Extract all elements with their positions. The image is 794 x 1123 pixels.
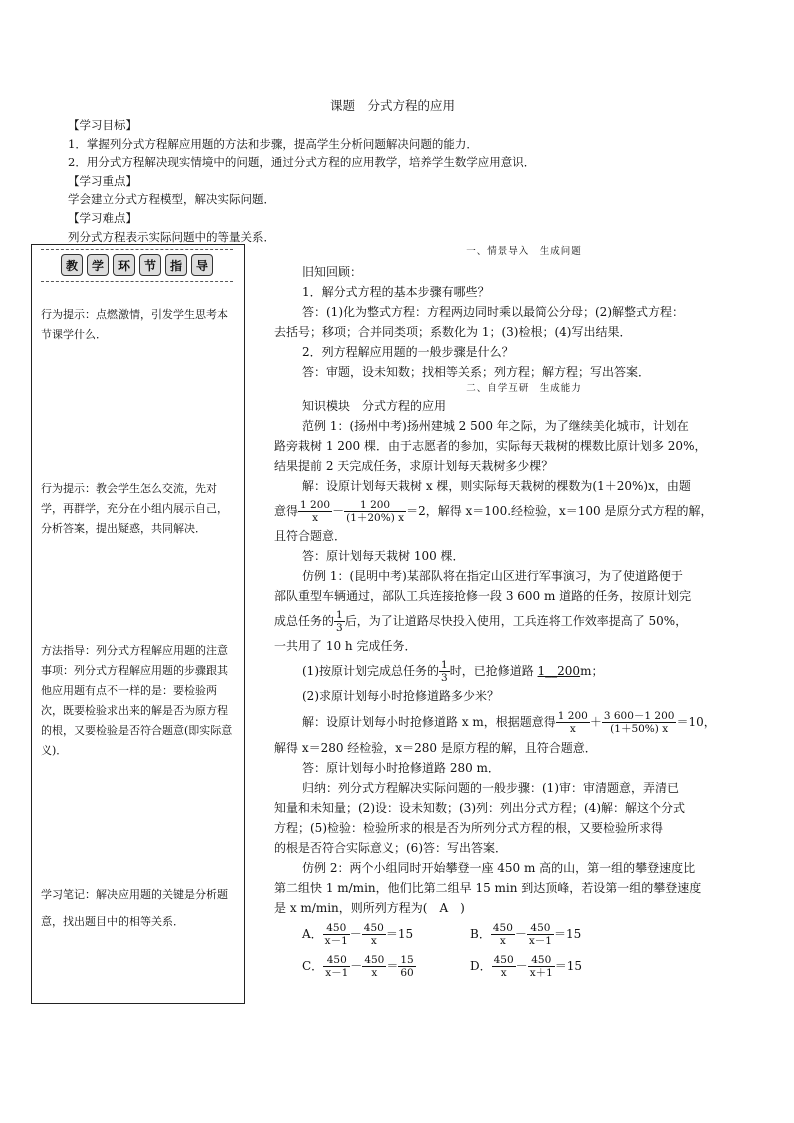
denominator: x＋1 — [529, 967, 553, 979]
difficulty-point: 列分式方程表示实际问题中的等量关系． — [68, 229, 275, 244]
answer-2: 答：审题，设未知数；找相等关系；列方程；解方程；写出答案． — [302, 365, 651, 379]
fraction — [398, 954, 415, 979]
example-3-line-3: 是 x m/min，则所列方程为( A ) — [274, 901, 465, 915]
summary-line-3: 方程；(5)检验：检验所求的根是否为所列分式方程的根，又要检验所求得 — [274, 821, 664, 835]
numerator: 1 — [441, 659, 448, 671]
section-heading-1: 一、情景导入 生成问题 — [466, 246, 582, 257]
fraction — [362, 954, 386, 979]
numerator: 1 200 — [300, 499, 331, 511]
numerator: 15 — [400, 954, 414, 966]
numerator: 450 — [364, 954, 385, 966]
answer-example-2: 答：原计划每小时抢修道路 280 m． — [302, 761, 500, 775]
fraction — [298, 499, 332, 524]
numerator: 450 — [527, 922, 554, 935]
text: 时，已抢修道路 — [449, 664, 534, 678]
sidebar-tip-1: 行为提示：点燃激情，引发学生思考本节课学什么． — [41, 308, 228, 341]
banner-bottom-rule — [41, 281, 233, 282]
fraction — [323, 954, 350, 979]
fraction-one-third — [439, 659, 450, 684]
option-d — [470, 954, 582, 979]
summary-line-4: 的根是否符合实际意义；(6)答：写出答案． — [274, 841, 507, 855]
example-3-line-2: 第二组快 1 m/min，他们比第二组早 15 min 到达顶峰，若设第一组的攀登速度 — [274, 881, 702, 895]
learning-goals — [68, 116, 748, 246]
key-heading: 【学习重点】 — [68, 173, 137, 188]
solution-2-equation: 解：设原计划每小时抢修道路 x m，根据题意得 $\frac{1 200}{x}$ ＋ $\frac{3 600-1 200}{(1+50\%) x}$ ＝10， — [302, 710, 716, 735]
numerator: 450 — [493, 954, 514, 966]
denominator: x — [370, 935, 377, 947]
minus-sign: － — [332, 504, 345, 518]
minus-sign: － — [350, 959, 363, 973]
denominator: x — [371, 967, 378, 979]
denominator: x — [312, 512, 318, 524]
solution-2-line-2: 解得 x＝280 经检验，x＝280 是原方程的解，且符合题意． — [274, 741, 597, 755]
fraction-one-third — [334, 609, 345, 634]
option-label: C． — [302, 959, 324, 973]
goal-2: 2．用分式方程解决现实情境中的问题，通过分式方程的应用教学，培养学生数学应用意识． — [68, 155, 536, 170]
option-a — [302, 922, 413, 947]
minus-sign: － — [514, 927, 527, 941]
numerator: 1 200 — [344, 499, 406, 512]
option-label: A． — [302, 927, 323, 941]
question-1: 1．解分式方程的基本步骤有哪些？ — [302, 285, 490, 299]
answer-1-line-1: 答：(1)化为整式方程：方程两边同时乘以最简公分母；(2)解整式方程： — [302, 305, 684, 319]
solution-1-line-1: 解：设原计划每天栽树 x 棵，则实际每天栽树的棵数为(1＋20%)x，由题 — [302, 479, 691, 493]
denominator: 3 — [336, 622, 343, 634]
option-label: D． — [470, 959, 492, 973]
question-2: 2．列方程解应用题的一般步骤是什么？ — [302, 345, 514, 359]
banner-char: 导 — [191, 254, 213, 276]
review-label: 旧知回顾： — [302, 265, 363, 279]
fraction — [362, 922, 386, 947]
equals-value: ＝15 — [554, 959, 583, 973]
option-label: B． — [470, 927, 491, 941]
fraction — [323, 922, 350, 947]
text: 后，为了让道路尽快投入使用，工兵连将工作效率提高了 50%， — [344, 614, 688, 628]
example-1-line-3: 结果提前 2 天完成任务，求原计划每天栽树多少棵？ — [274, 459, 554, 473]
difficulty-heading: 【学习难点】 — [68, 210, 137, 225]
fraction — [556, 710, 590, 735]
denominator: (1＋50%) x — [610, 723, 669, 735]
fraction — [602, 710, 677, 735]
text: (1)按原计划完成总任务的 — [302, 664, 439, 678]
example-1-line-1: 范例 1：(扬州中考)扬州建城 2 500 年之际，为了继续美化城市，计划在 — [302, 419, 689, 433]
key-point: 学会建立分式方程模型，解决实际问题． — [68, 192, 275, 207]
solution-1-line-3: 且符合题意． — [274, 529, 347, 543]
sidebar-tip-4: 学习笔记：解决应用题的关键是分析题意，找出题目中的相等关系． — [41, 888, 228, 928]
denominator: 3 — [441, 672, 448, 684]
module-title: 知识模块 分式方程的应用 — [302, 399, 447, 413]
goal-1: 1．掌握列分式方程解应用题的方法和步骤，提高学生分析问题解决问题的能力． — [68, 136, 478, 151]
minus-sign: － — [349, 927, 362, 941]
sidebar-banner — [49, 251, 225, 279]
summary-line-1: 归纳：列分式方程解决实际问题的一般步骤：(1)审：审清题意，弄清已 — [302, 781, 680, 795]
equals-sign: ＝ — [386, 959, 399, 973]
denominator: x－1 — [325, 967, 349, 979]
text: ＝10， — [676, 715, 716, 729]
fraction — [492, 954, 516, 979]
example-2-line-3 — [274, 606, 774, 636]
example-2-line-2: 部队重型车辆通过，部队工兵连接抢修一段 3 600 m 道路的任务，按原计划完 — [274, 589, 692, 603]
denominator: x－1 — [324, 935, 348, 947]
page-title: 课题 分式方程的应用 — [330, 98, 456, 113]
numerator: 450 — [528, 954, 555, 967]
sidebar-tip-2: 行为提示：教会学生怎么交流，先对学，再群学，充分在小组内展示自己，分析答案，提出疑惑，共同解决． — [41, 482, 228, 535]
denominator: 60 — [400, 967, 414, 979]
teaching-guide-sidebar — [31, 244, 245, 1004]
text: ＝2，解得 x＝100.经检验，x＝100 是原分式方程的解， — [406, 504, 713, 518]
example-3-line-1: 仿例 2：两个小组同时开始攀登一座 450 m 高的山，第一组的攀登速度比 — [302, 861, 696, 875]
fill-answer: 1__200 — [537, 664, 581, 678]
banner-char: 环 — [113, 254, 135, 276]
example-2-question-1 — [274, 656, 774, 686]
numerator: 450 — [492, 922, 513, 934]
text: 意得 — [274, 504, 299, 518]
answer-1-line-2: 去括号；移项；合并同类项；系数化为 1；(3)检根；(4)写出结果． — [274, 325, 632, 339]
example-2-line-1: 仿例 1：(昆明中考)某部队将在指定山区进行军事演习，为了使道路便于 — [302, 569, 683, 583]
option-b — [470, 922, 581, 947]
denominator: x — [569, 723, 576, 735]
sidebar-tip-3: 方法指导：列分式方程解应用题的注意事项：列分式方程解应用题的步骤跟其他应用题有点不一样的是：要检验两次，既要检验求出来的解是否为原方程的根，又要检验是否符合题意(即实际意义)． — [41, 644, 233, 757]
numerator: 450 — [323, 954, 350, 967]
fraction — [344, 499, 406, 524]
answer-example-1: 答：原计划每天栽树 100 棵． — [302, 549, 465, 563]
option-c — [302, 954, 416, 979]
equals-value: ＝15 — [554, 927, 582, 941]
choice-options — [274, 922, 774, 986]
numerator: 1 — [336, 609, 343, 621]
banner-top-rule — [41, 249, 233, 250]
example-2-line-4: 一共用了 10 h 完成任务． — [274, 639, 417, 653]
text: 成总任务的 — [274, 614, 335, 628]
denominator: x－1 — [528, 935, 552, 947]
main-content — [274, 242, 774, 986]
banner-char: 学 — [87, 254, 109, 276]
fraction — [491, 922, 515, 947]
minus-sign: － — [515, 959, 528, 973]
denominator: x — [499, 935, 506, 947]
numerator: 3 600－1 200 — [603, 710, 675, 722]
banner-char: 教 — [61, 254, 83, 276]
banner-char: 指 — [165, 254, 187, 276]
numerator: 450 — [363, 922, 384, 934]
text: 解：设原计划每小时抢修道路 x m，根据题意得 — [302, 715, 556, 729]
section-heading-2: 二、自学互研 生成能力 — [466, 383, 582, 394]
fraction — [527, 922, 554, 947]
summary-line-2: 知量和未知量；(2)设：设未知数；(3)列：列出分式方程；(4)解：解这个分式 — [274, 801, 685, 815]
numerator: 1 200 — [557, 710, 588, 722]
example-1-line-2: 路旁栽树 1 200 棵．由于志愿者的参加，实际每天栽树的棵数比原计划多 20%， — [274, 439, 707, 453]
text: m； — [580, 664, 604, 678]
denominator: (1＋20%) x — [346, 512, 405, 524]
goals-heading: 【学习目标】 — [68, 118, 137, 132]
denominator: x — [500, 967, 507, 979]
example-2-question-2: (2)求原计划每小时抢修道路多少米？ — [302, 689, 499, 703]
fraction — [528, 954, 555, 979]
banner-char: 节 — [139, 254, 161, 276]
equals-value: ＝15 — [385, 927, 414, 941]
solution-1-equation — [274, 496, 774, 526]
numerator: 450 — [323, 922, 350, 935]
